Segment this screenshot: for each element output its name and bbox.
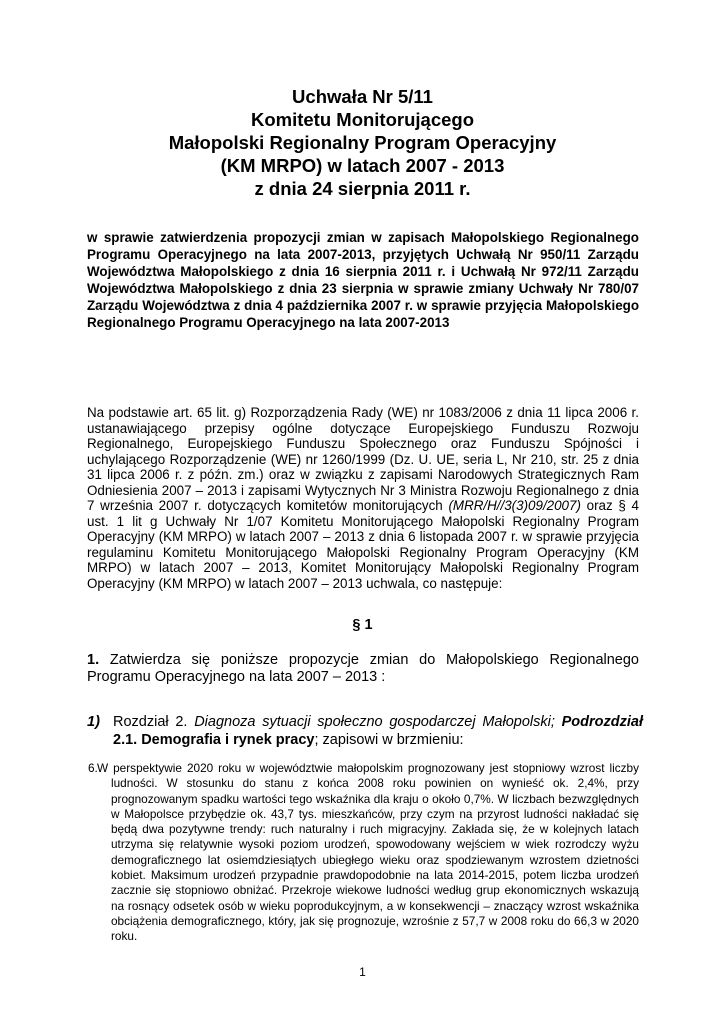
title-resolution-number: Uchwała Nr 5/11 — [292, 86, 433, 107]
amendment-1 — [87, 713, 643, 749]
section-mark: § 1 — [352, 617, 373, 633]
quoted-provision-number: 6. — [88, 761, 98, 775]
amendment-1-text — [113, 713, 643, 749]
title-committee: Komitetu Monitorującego — [250, 109, 475, 130]
document-title — [0, 85, 725, 200]
amendment-1-chapter: Rozdział 2. — [113, 714, 188, 730]
quoted-provision — [88, 761, 639, 945]
amendment-1-number: 1) — [87, 714, 100, 730]
amendment-1-chapter-title: Diagnoza sytuacji społeczno gospodarczej Małopolski; — [194, 714, 555, 730]
point-1 — [87, 652, 639, 686]
title-period: (KM MRPO) w latach 2007 - 2013 — [220, 155, 505, 176]
title-program: Małopolski Regionalny Program Operacyjny — [168, 132, 557, 153]
point-1-number: 1. — [87, 652, 100, 668]
resolution-subject: w sprawie zatwierdzenia propozycji zmian w zapisach Małopolskiego Regionalnego Programu Operacyjnego na lata 2007-2013, przyjętych Uchwałą Nr 950/11 Zarządu Województwa Małopolskiego z dnia 16 sierpnia 2011 r. i Uchwałą Nr 972/11 Zarządu Województwa Małopolskiego z dnia 23 sierpnia w sprawie zmiany Uchwały Nr 780/07 Zarządu Województwa z dnia 4 października 2007 r. w sprawie przyjęcia Małopolskiego Regionalnego Programu Operacyjnego na lata 2007-2013 — [87, 230, 639, 330]
amendment-1-tail: ; zapisowi w brzmieniu: — [314, 732, 464, 748]
preamble-text-end: oraz § 4 ust. 1 lit g Uchwały Nr 1/07 Komitetu Monitorującego Małopolski Regionalny Program Operacyjny (KM MRPO) w latach 2007 – 2013 z dnia 6 listopada 2007 r. w sprawie przyjęcia regulaminu Komitetu Monitorującego Małopolski Regionalny Program Operacyjny (KM MRPO) w latach 2007 – 2013, Komitet Monitorujący Małopolski Regionalny Program Operacyjny (KM MRPO) w latach 2007 – 2013 uchwala, co następuje: — [87, 498, 639, 591]
preamble-reference: (MRR/H//3(3)09/2007) — [448, 498, 581, 513]
preamble-text-start: Na podstawie art. 65 lit. g) Rozporządzenia Rady (WE) nr 1083/2006 z dnia 11 lipca 2006 r. ustanawiającego przepisy ogólne dotyczące Europejskiego Funduszu Rozwoju Regionalnego, Europejskiego Funduszu Społecznego oraz Funduszu Spójności i uchylającego Rozporządzenie (WE) nr 1260/1999 (Dz. U. UE, seria L, Nr 210, str. 25 z dnia 31 lipca 2006 r. z późn. zm.) oraz w związku z zapisami Narodowych Strategicznych Ram Odniesienia 2007 – 2013 i zapisami Wytycznych Nr 3 Ministra Rozwoju Regionalnego z dnia 7 września 2007 r. dotyczących komitetów monitorujących — [87, 405, 639, 513]
amendment-1-subchapter-label: Podrozdział — [561, 714, 643, 730]
point-1-text: Zatwierdza się poniższe propozycje zmian do Małopolskiego Regionalnego Programu Operacyjnego na lata 2007 – 2013 : — [87, 652, 639, 685]
amendment-1-subchapter-title: 2.1. Demografia i rynek pracy — [113, 732, 315, 748]
title-date: z dnia 24 sierpnia 2011 r. — [254, 178, 471, 199]
page-number: 1 — [359, 965, 366, 979]
preamble-paragraph — [87, 405, 639, 591]
quoted-provision-text: W perspektywie 2020 roku w województwie małopolskim prognozowany jest stopniowy wzrost liczby ludności. W stosunku do stanu z końca 2008 roku powinien on wynieść ok. 2,4%, przy prognozowanym spadku wartości tego wskaźnika dla kraju o około 0,7%. W liczbach bezwzględnych w Małopolsce przybędzie ok. 43,7 tys. mieszkańców, przy czym na przyrost ludności nakładać się będą dwa pozytywne trendy: ruch naturalny i ruch migracyjny. Zakłada się, że w kolejnych latach utrzyma się relatywnie wysoki poziom urodzeń, spowodowany wejściem w wiek rozrodczy wyżu demograficznego lat osiemdziesiątych ubiegłego wieku oraz spodziewanym wzrostem dzietności kobiet. Maksimum urodzeń przypadnie prawdopodobnie na lata 2014-2015, potem liczba urodzeń zacznie się stopniowo obniżać. Przekroje wiekowe ludności według grup ekonomicznych wskazują na rosnący odsetek osób w wieku poprodukcyjnym, a w konsekwencji – znaczący wzrost wskaźnika obciążenia demograficznego, który, jak się prognozuje, wzrośnie z 57,7 w 2008 roku do 66,3 w 2020 roku. — [97, 761, 639, 944]
